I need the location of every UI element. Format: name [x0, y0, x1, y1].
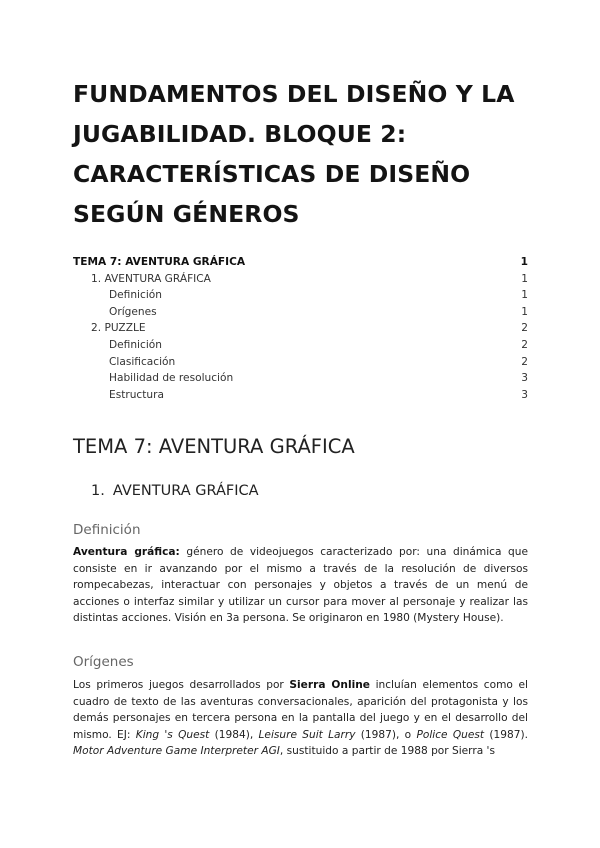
toc-entry-page: 1 — [521, 289, 528, 302]
toc-entry[interactable] — [73, 271, 528, 288]
toc-entry-label: 1. AVENTURA GRÁFICA — [91, 272, 211, 285]
toc-entry-label: Definición — [109, 338, 162, 351]
toc-entry[interactable] — [73, 304, 528, 321]
toc-entry[interactable] — [73, 337, 528, 354]
toc-entry[interactable] — [73, 370, 528, 387]
document-title: FUNDAMENTOS DEL DISEÑO Y LA JUGABILIDAD. BLOQUE 2: CARACTERÍSTICAS DE DISEÑO SEGÚN GÉNEROS — [73, 80, 515, 228]
section-heading-text: AVENTURA GRÁFICA — [112, 483, 259, 499]
engine-name: Motor Adventure Game Interpreter AGI — [73, 745, 280, 757]
toc-entry[interactable] — [73, 287, 528, 304]
toc-entry-page: 3 — [521, 372, 528, 385]
text-run: (1987). — [484, 728, 528, 741]
text-run: (1984), — [209, 728, 259, 741]
toc-entry[interactable] — [73, 320, 528, 337]
subsection-heading-origenes: Orígenes — [73, 654, 134, 670]
toc-entry-page: 1 — [520, 256, 528, 268]
toc-entry-page: 3 — [521, 388, 528, 401]
toc-entry-page: 2 — [521, 322, 528, 335]
toc-entry[interactable] — [73, 354, 528, 371]
game-title: Police Quest — [416, 728, 485, 741]
text-run: , sustituido a partir de 1988 por Sierra 's — [279, 745, 495, 757]
game-title: King 's Quest — [135, 728, 210, 741]
company-name: Sierra Online — [289, 679, 370, 691]
subsection-heading-definicion: Definición — [73, 522, 141, 538]
toc-entry-label: Orígenes — [109, 305, 157, 318]
toc-entry-label: 2. PUZZLE — [91, 322, 146, 335]
toc-entry-page: 1 — [521, 272, 528, 285]
toc-entry-page: 1 — [521, 305, 528, 318]
table-of-contents — [73, 254, 528, 403]
toc-entry-label: Habilidad de resolución — [109, 372, 234, 385]
toc-entry-label: Clasificación — [109, 355, 176, 368]
definition-term: Aventura gráfica: — [73, 546, 180, 558]
toc-entry-label: Definición — [109, 289, 162, 302]
toc-entry-page: 2 — [521, 355, 528, 368]
text-run: Los primeros juegos desarrollados por — [73, 679, 290, 691]
definition-text: género de videojuegos caracterizado por: una dinámica que consiste en ir avanzando por el mismo a través de la resolución de diversos rompecabezas, interactuar con personajes y objetos a través de un menú de acciones o interfaz similar y utilizar un cursor para mover al personaje y realizar las distintas acciones. Visión en 3a persona. Se originaron en 1980 (Mystery House). — [73, 546, 528, 624]
origenes-paragraph — [73, 677, 528, 760]
definicion-paragraph — [73, 544, 528, 627]
toc-entry-label: TEMA 7: AVENTURA GRÁFICA — [73, 256, 246, 268]
section-number: 1. — [91, 483, 105, 499]
text-run: incluían elementos como el cuadro de texto de las aventuras conversacionales, aparición del protagonista y los demás personajes en tercera persona en la pantalla del juego y en el desarrollo del mismo. EJ: — [73, 679, 528, 741]
section-heading — [91, 483, 259, 499]
game-title: Leisure Suit Larry — [258, 728, 356, 741]
toc-entry[interactable] — [73, 387, 528, 404]
toc-entry[interactable] — [73, 254, 528, 271]
tema-heading: TEMA 7: AVENTURA GRÁFICA — [73, 435, 355, 458]
toc-entry-label: Estructura — [109, 388, 164, 401]
text-run: (1987), o — [355, 728, 417, 741]
toc-entry-page: 2 — [521, 338, 528, 351]
